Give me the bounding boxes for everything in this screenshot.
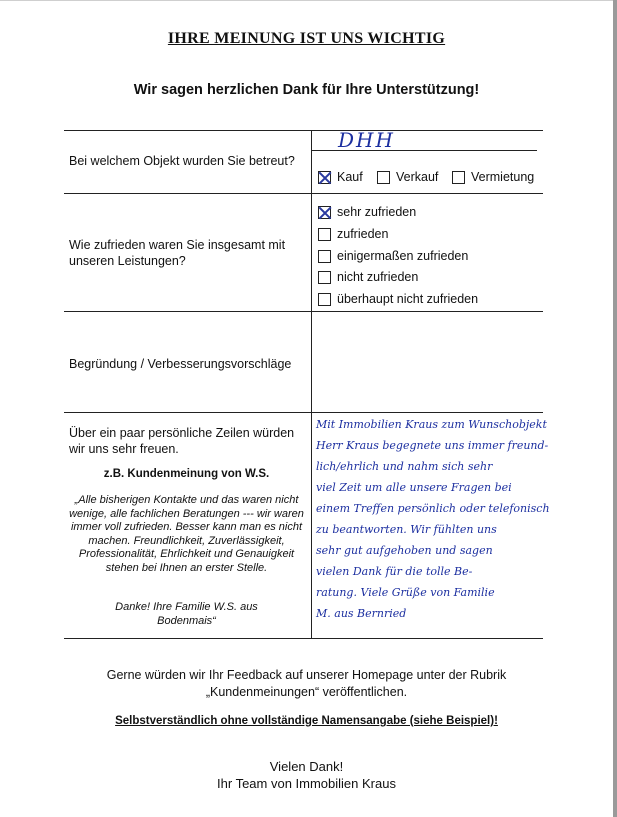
- example-quote: „Alle bisherigen Kontakte und das waren nicht wenige, alle fachlichen Beratungen --- wir waren immer voll zufrieden. Besser kann man es nicht machen. Freundlichkeit, Zuverlässigkeit, Professionalität, Ehrlichkeit und Genauigkeit stehen bei Ihnen an erster Stelle.: [69, 494, 304, 574]
- scan-right-edge: [613, 0, 617, 817]
- table-rule-2: [64, 311, 543, 312]
- closing-team: Ihr Team von Immobilien Kraus: [217, 776, 396, 791]
- option-nicht-zufrieden-label: nicht zufrieden: [337, 270, 419, 284]
- option-vermietung[interactable]: [452, 169, 534, 185]
- option-verkauf-label: Verkauf: [396, 170, 439, 184]
- checkbox-einigermassen-zufrieden[interactable]: [318, 250, 331, 263]
- option-sehr-zufrieden-label: sehr zufrieden: [337, 205, 417, 219]
- page-subtitle: Wir sagen herzlichen Dank für Ihre Unterstützung!: [133, 82, 480, 98]
- checkbox-ueberhaupt-nicht-zufrieden[interactable]: [318, 293, 331, 306]
- table-column-divider: [311, 130, 312, 638]
- handwritten-line: lich/ehrlich und nahm sich sehr: [316, 460, 493, 473]
- checkbox-nicht-zufrieden[interactable]: [318, 271, 331, 284]
- checkbox-verkauf[interactable]: [377, 171, 390, 184]
- handwritten-line: vielen Dank für die tolle Be-: [316, 565, 473, 578]
- option-verkauf[interactable]: [377, 169, 438, 185]
- anonymity-note: Selbstverständlich ohne vollständige Namensangabe (siehe Beispiel)!: [115, 715, 498, 727]
- handwritten-line: Herr Kraus begegnete uns immer freund-: [316, 439, 549, 452]
- example-signature: Danke! Ihre Familie W.S. aus Bodenmais“: [115, 601, 258, 627]
- question-satisfaction: Wie zufrieden waren Sie insgesamt mit unseren Leistungen?: [69, 238, 286, 268]
- checkbox-sehr-zufrieden[interactable]: [318, 206, 331, 219]
- question-object: Bei welchem Objekt wurden Sie betreut?: [69, 154, 295, 168]
- option-kauf[interactable]: [318, 169, 363, 185]
- question-reasons: Begründung / Verbesserungsvorschläge: [69, 357, 292, 371]
- feedback-line-1: Gerne würden wir Ihr Feedback auf unserer Homepage unter der Rubrik: [106, 668, 507, 682]
- option-zufrieden-label: zufrieden: [337, 227, 389, 241]
- option-einigermassen-zufrieden[interactable]: [318, 248, 468, 264]
- handwritten-line: sehr gut aufgehoben und sagen: [316, 544, 493, 557]
- option-sehr-zufrieden[interactable]: [318, 204, 416, 220]
- checkbox-vermietung[interactable]: [452, 171, 465, 184]
- handwritten-line: viel Zeit um alle unsere Fragen bei: [316, 481, 512, 494]
- handwritten-line: M. aus Bernried: [316, 607, 407, 620]
- page-title: IHRE MEINUNG IST UNS WICHTIG: [167, 30, 446, 47]
- table-rule-top: [64, 130, 543, 131]
- scan-top-edge: [0, 0, 617, 1]
- option-nicht-zufrieden[interactable]: [318, 269, 418, 285]
- handwritten-testimonial: [316, 414, 616, 624]
- option-kauf-label: Kauf: [337, 170, 363, 184]
- handwritten-line: zu beantworten. Wir fühlten uns: [316, 523, 497, 536]
- checkbox-kauf[interactable]: [318, 171, 331, 184]
- option-zufrieden[interactable]: [318, 226, 388, 242]
- handwritten-line: einem Treffen persönlich oder telefonisch: [316, 502, 550, 515]
- handwritten-line: ratung. Viele Grüße von Familie: [316, 586, 495, 599]
- table-rule-1: [64, 193, 543, 194]
- handwritten-line: Mit Immobilien Kraus zum Wunschobjekt: [316, 418, 547, 431]
- option-ueberhaupt-nicht-zufrieden-label: überhaupt nicht zufrieden: [337, 292, 479, 306]
- table-rule-bottom: [64, 638, 543, 639]
- option-einigermassen-zufrieden-label: einigermaßen zufrieden: [337, 249, 469, 263]
- example-heading: z.B. Kundenmeinung von W.S.: [103, 468, 270, 480]
- option-ueberhaupt-nicht-zufrieden[interactable]: [318, 291, 478, 307]
- table-rule-3: [64, 412, 543, 413]
- object-answer-handwritten: DHH: [338, 128, 395, 152]
- option-vermietung-label: Vermietung: [471, 170, 535, 184]
- checkbox-zufrieden[interactable]: [318, 228, 331, 241]
- feedback-line-2: „Kundenmeinungen“ veröffentlichen.: [205, 685, 408, 699]
- closing-thanks: Vielen Dank!: [269, 759, 344, 774]
- question-personal-lines: Über ein paar persönliche Zeilen würden wir uns sehr freuen.: [69, 426, 295, 456]
